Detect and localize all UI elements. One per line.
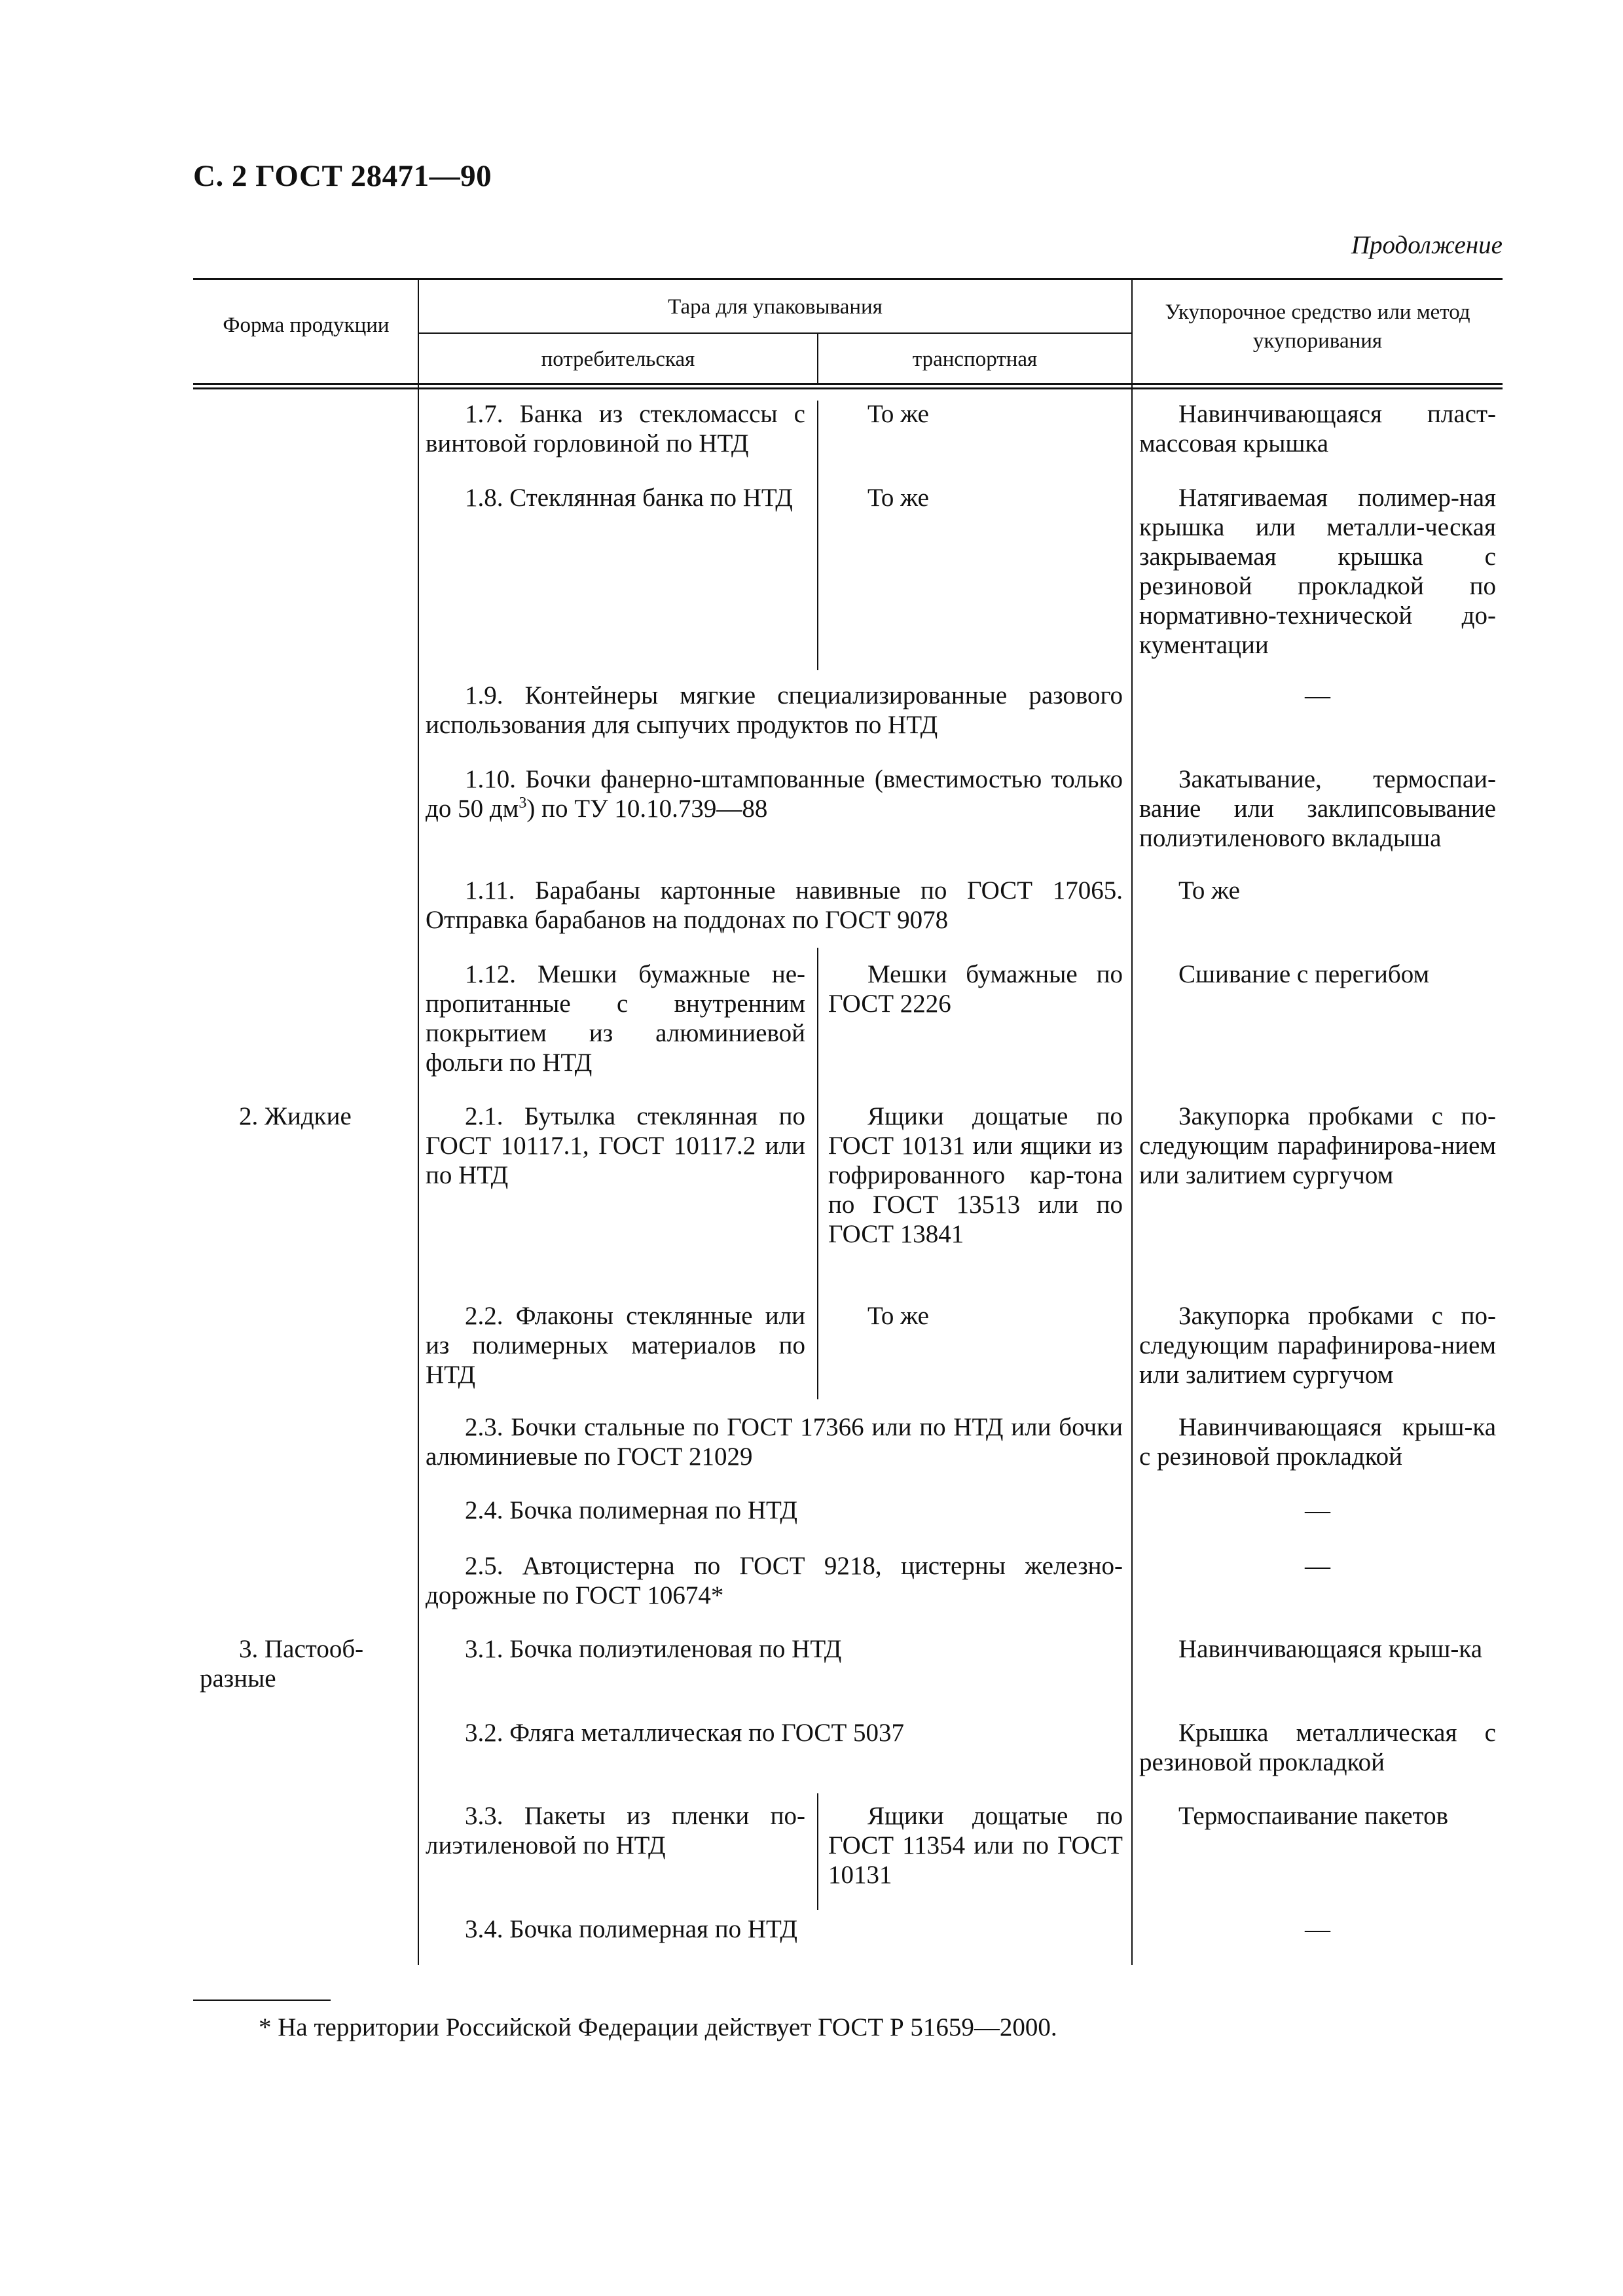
cell-transport-2-2: То же (867, 1302, 929, 1330)
cell-closure-2-5: — (1305, 1552, 1330, 1580)
cell-closure-3-2: Крышка металлическая с резиновой прокладкой (1139, 1719, 1496, 1776)
cell-transport-1-7: То же (867, 400, 929, 428)
cell-closure-1-9: — (1305, 681, 1330, 709)
cell-consumer-1-7: 1.7. Банка из стекломассы с винтовой горловиной по НТД (426, 400, 805, 457)
cell-closure-3-4: — (1305, 1915, 1330, 1943)
cell-merged-3-4: 3.4. Бочка полимерная по НТД (465, 1915, 797, 1943)
cell-closure-2-2: Закупорка пробками с по-следующим парафинирова-нием или залитием сургучом (1139, 1302, 1496, 1389)
cell-consumer-1-12: 1.12. Мешки бумажные не-пропитанные с внутренним покрытием из алюминиевой фольги по НТД (426, 960, 805, 1077)
cell-merged-1-10: 1.10. Бочки фанерно-штампованные (вместимостью только до 50 $дм^3$) по ТУ 10.10.739—88 (426, 765, 1123, 823)
cell-form-liquid: 2. Жидкие (239, 1102, 352, 1130)
table-header-bottom-rule (193, 383, 1503, 385)
cell-transport-2-1: Ящики дощатые по ГОСТ 10131 или ящики из гофрированного кар-тона по ГОСТ 13513 или по ГОСТ 13841 (828, 1102, 1123, 1248)
cell-closure-3-3: Термоспаивание пакетов (1178, 1802, 1448, 1830)
cell-transport-1-12: Мешки бумажные по ГОСТ 2226 (828, 960, 1123, 1018)
continuation-label: Продолжение (1351, 231, 1503, 259)
cell-closure-1-11: То же (1178, 876, 1240, 905)
cell-transport-1-8: То же (867, 484, 929, 512)
cell-closure-2-3: Навинчивающаяся крыш-ка с резиновой прокладкой (1139, 1413, 1496, 1471)
cell-merged-1-9: 1.9. Контейнеры мягкие специализированные разового использования для сыпучих продуктов по НТД (426, 681, 1123, 739)
vline-split-1 (817, 401, 818, 670)
vline-closure (1131, 278, 1133, 1965)
page-header: С. 2 ГОСТ 28471—90 (193, 159, 492, 193)
cell-closure-2-4: — (1305, 1496, 1330, 1524)
container-subheader-rule (419, 332, 1133, 334)
cell-closure-3-1: Навинчивающаяся крыш-ка (1178, 1635, 1483, 1663)
cell-merged-3-1: 3.1. Бочка полиэтиленовая по НТД (465, 1635, 842, 1663)
vline-split-3 (817, 1793, 818, 1910)
cell-consumer-2-2: 2.2. Флаконы стеклянные или из полимерных материалов по НТД (426, 1302, 805, 1389)
vline-split-2 (817, 948, 818, 1399)
header-transport: транспортная (912, 348, 1038, 371)
cell-merged-2-5: 2.5. Автоцистерна по ГОСТ 9218, цистерны железно-дорожные по ГОСТ 10674* (426, 1552, 1123, 1609)
cell-closure-1-7: Навинчивающаяся пласт-массовая крышка (1139, 400, 1496, 457)
cell-merged-3-2: 3.2. Фляга металлическая по ГОСТ 5037 (465, 1719, 905, 1747)
footnote-text: * На территории Российской Федерации действует ГОСТ Р 51659—2000. (259, 2013, 1057, 2041)
header-closure: Укупорочное средство или метод укупоривания (1165, 300, 1470, 353)
cell-consumer-2-1: 2.1. Бутылка стеклянная по ГОСТ 10117.1, ГОСТ 10117.2 или по НТД (426, 1102, 805, 1189)
table-top-rule (193, 278, 1503, 280)
header-form: Форма продукции (223, 314, 390, 337)
cell-form-paste: 3. Пастооб-разные (200, 1635, 364, 1693)
cell-merged-1-11: 1.11. Барабаны картонные навивные по ГОСТ 17065. Отправка барабанов на поддонах по ГОСТ 9078 (426, 876, 1123, 934)
table-header-bottom-rule-2 (193, 387, 1503, 389)
cell-closure-1-12: Сшивание с перегибом (1178, 960, 1430, 988)
vline-form (418, 278, 419, 1965)
header-consumer: потребительская (541, 348, 695, 371)
footnote-rule (193, 2000, 331, 2001)
cell-closure-1-10: Закатывание, термоспаи-вание или заклипсовывание полиэтиленового вкладыша (1139, 765, 1496, 852)
cell-consumer-1-8: 1.8. Стеклянная банка по НТД (465, 484, 793, 512)
cell-merged-2-4: 2.4. Бочка полимерная по НТД (465, 1496, 797, 1524)
cell-transport-3-3: Ящики дощатые по ГОСТ 11354 или по ГОСТ 10131 (828, 1802, 1123, 1889)
cell-closure-2-1: Закупорка пробками с по-следующим парафинирова-нием или залитием сургучом (1139, 1102, 1496, 1189)
cell-closure-1-8: Натягиваемая полимер-ная крышка или металли-ческая закрываемая крышка с резиновой прокладкой по нормативно-технической до-кументации (1139, 484, 1496, 659)
cell-merged-2-3: 2.3. Бочки стальные по ГОСТ 17366 или по НТД или бочки алюминиевые по ГОСТ 21029 (426, 1413, 1123, 1471)
cell-consumer-3-3: 3.3. Пакеты из пленки по-лиэтиленовой по НТД (426, 1802, 805, 1859)
header-container: Тара для упаковывания (668, 295, 883, 319)
